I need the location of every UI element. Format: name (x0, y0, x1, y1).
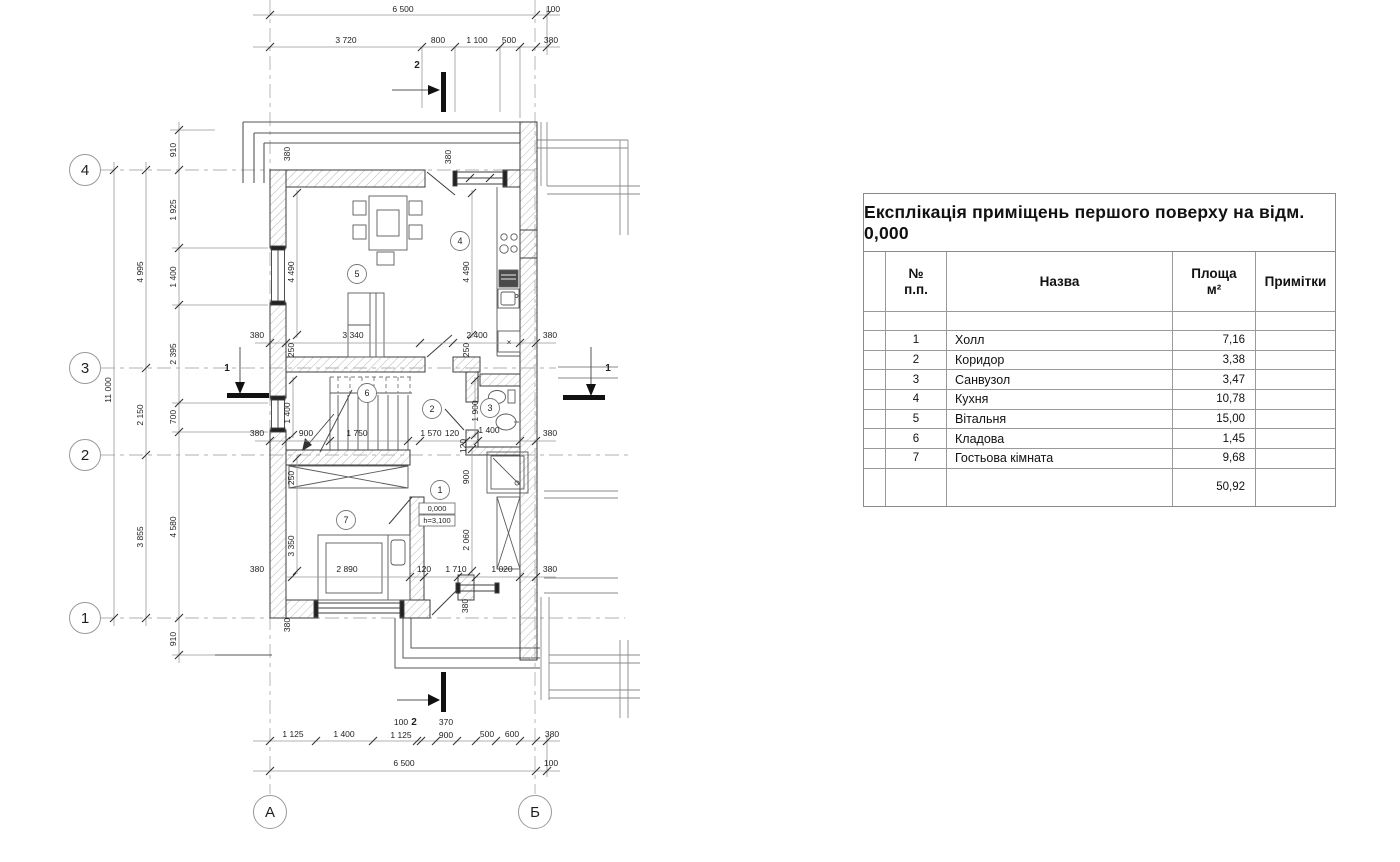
dim-label: 120 (416, 564, 432, 574)
room-2-marker: 2 (429, 404, 435, 414)
dim-label: 380 (544, 729, 560, 739)
dim-label: 100 (543, 758, 559, 768)
axis-row-2: 2 (80, 447, 90, 464)
dim-label: 4 580 (168, 516, 178, 538)
dim-label: 900 (438, 730, 454, 740)
door-living (427, 335, 452, 357)
col-header-area: Площа м² (1173, 252, 1256, 312)
room-schedule-table (863, 193, 1336, 507)
dim-label: 1 125 (282, 729, 304, 739)
dim-label: 3 350 (286, 535, 296, 557)
door-terrace (427, 172, 455, 195)
dim-label: 1 400 (478, 425, 500, 435)
dim-label: 2 395 (168, 343, 178, 365)
row-name: Коридор (947, 351, 1173, 371)
row-name: Холл (947, 331, 1173, 351)
total-area: 50,92 (1173, 469, 1256, 506)
col-header-num: № п.п. (886, 252, 947, 312)
dim-label: 2 890 (336, 564, 358, 574)
dim-label: 900 (461, 469, 471, 485)
row-name: Гостьова кімната (947, 449, 1173, 469)
row-notes (1256, 331, 1335, 351)
dim-label: 910 (168, 631, 178, 647)
dim-label: 380 (282, 146, 292, 162)
room-6-marker: 6 (364, 388, 370, 398)
dim-label: 600 (504, 729, 520, 739)
dim-label: 3 340 (342, 330, 364, 340)
row-area: 15,00 (1173, 410, 1256, 430)
row-name: Вітальня (947, 410, 1173, 430)
dim-label: 4 490 (286, 261, 296, 283)
axis-row-4: 4 (80, 162, 90, 179)
row-num: 2 (886, 351, 947, 371)
row-notes (1256, 449, 1335, 469)
wardrobe-hall (497, 497, 520, 569)
dim-label: 700 (168, 409, 178, 425)
dim-label: 100 (393, 717, 409, 727)
adjacent-building-lines (537, 122, 640, 718)
header-spacer-cell (864, 252, 886, 312)
axis-markers (70, 155, 552, 829)
door-guest (389, 497, 412, 524)
section-1-label: 1 (224, 363, 230, 374)
porch-steps (215, 618, 540, 668)
dim-label: 380 (542, 330, 558, 340)
room-5-marker: 5 (354, 269, 360, 279)
dim-label: 250 (286, 342, 296, 358)
vent-shaft (520, 230, 537, 258)
fridge (499, 270, 518, 287)
dim-label: 2 150 (135, 404, 145, 426)
dim-label: 910 (168, 142, 178, 158)
stair-direction-arrow (302, 438, 312, 451)
dim-label: 1 125 (390, 730, 412, 740)
dim-label: 500 (501, 35, 517, 45)
room-3-marker: 3 (487, 403, 493, 413)
room-1-marker: 1 (437, 485, 443, 495)
level-elevation: 0,000 (427, 504, 447, 513)
dim-label: 250 (286, 470, 296, 486)
sideboard (348, 293, 384, 357)
dim-label: 1 925 (168, 199, 178, 221)
row-name: Санвузол (947, 370, 1173, 390)
dim-label: 380 (542, 564, 558, 574)
dim-label: 380 (542, 428, 558, 438)
row-area: 3,47 (1173, 370, 1256, 390)
row-name: Кладова (947, 429, 1173, 449)
bed (318, 535, 410, 600)
dim-label: 900 (298, 428, 314, 438)
dim-label: 6 500 (392, 4, 414, 14)
table-title: Експлікація приміщень першого поверху на відм. 0,000 (864, 194, 1335, 252)
furniture (289, 187, 528, 600)
dim-label: 380 (249, 330, 265, 340)
table-grid (864, 252, 1335, 506)
section-2-label: 2 (414, 60, 420, 71)
row-area: 9,68 (1173, 449, 1256, 469)
dim-label: 1 400 (168, 266, 178, 288)
window-kitchen (453, 171, 507, 186)
row-notes (1256, 410, 1335, 430)
dim-label: 120 (444, 428, 460, 438)
dim-label: 2 400 (466, 330, 488, 340)
row-num: 3 (886, 370, 947, 390)
row-notes (1256, 370, 1335, 390)
dim-label: 380 (543, 35, 559, 45)
dim-label: 380 (460, 598, 470, 614)
dim-label: 100 (545, 4, 561, 14)
axis-col-a: А (264, 804, 276, 821)
col-header-name: Назва (947, 252, 1173, 312)
appliance-x-mark: × (506, 338, 512, 347)
dim-label: 1 400 (282, 402, 292, 424)
dim-label: 1 100 (466, 35, 488, 45)
dim-label: 120 (458, 438, 468, 454)
dim-label: 1 400 (333, 729, 355, 739)
row-area: 1,45 (1173, 429, 1256, 449)
kitchen-counter (497, 187, 520, 356)
row-notes (1256, 429, 1335, 449)
dining-table (353, 196, 422, 265)
row-num: 4 (886, 390, 947, 410)
window-living (271, 246, 285, 305)
dim-label: 380 (282, 617, 292, 633)
axis-row-1: 1 (80, 610, 90, 627)
dim-label: 1 900 (470, 400, 480, 422)
dim-label: 2 060 (461, 529, 471, 551)
row-num: 6 (886, 429, 947, 449)
dim-label: 380 (443, 149, 453, 165)
wardrobe-guest (289, 466, 408, 488)
room-7-marker: 7 (343, 515, 349, 525)
level-height: h=3,100 (423, 516, 451, 525)
dim-label: 3 855 (135, 526, 145, 548)
dim-label: 380 (249, 564, 265, 574)
doors (389, 172, 499, 615)
row-num: 7 (886, 449, 947, 469)
dim-label: 6 500 (393, 758, 415, 768)
row-area: 7,16 (1173, 331, 1256, 351)
row-notes (1256, 390, 1335, 410)
col-header-notes: Примітки (1256, 252, 1335, 312)
row-num: 1 (886, 331, 947, 351)
window-guest (314, 601, 404, 617)
room-4-marker: 4 (457, 236, 463, 246)
dim-label: 11 000 (103, 377, 113, 403)
row-num: 5 (886, 410, 947, 430)
dim-label: 800 (430, 35, 446, 45)
row-area: 3,38 (1173, 351, 1256, 371)
row-name: Кухня (947, 390, 1173, 410)
section-1-label: 1 (605, 363, 611, 374)
dim-label: 1 570 (420, 428, 442, 438)
axis-col-b: Б (530, 804, 540, 821)
dim-label: 1 020 (491, 564, 513, 574)
dim-label: 500 (479, 729, 495, 739)
dim-label: 1 710 (445, 564, 467, 574)
dim-label: 1 750 (346, 428, 368, 438)
section-2-label: 2 (411, 717, 417, 728)
row-area: 10,78 (1173, 390, 1256, 410)
dimension-lines (114, 8, 560, 777)
dim-label: 4 995 (135, 261, 145, 283)
dim-label: 4 490 (461, 261, 471, 283)
row-notes (1256, 351, 1335, 371)
dim-label: 3 720 (335, 35, 357, 45)
dim-label: 380 (249, 428, 265, 438)
dim-label: 250 (461, 342, 471, 358)
axis-row-3: 3 (80, 360, 90, 377)
dim-label: 370 (438, 717, 454, 727)
door-bath (445, 409, 464, 430)
